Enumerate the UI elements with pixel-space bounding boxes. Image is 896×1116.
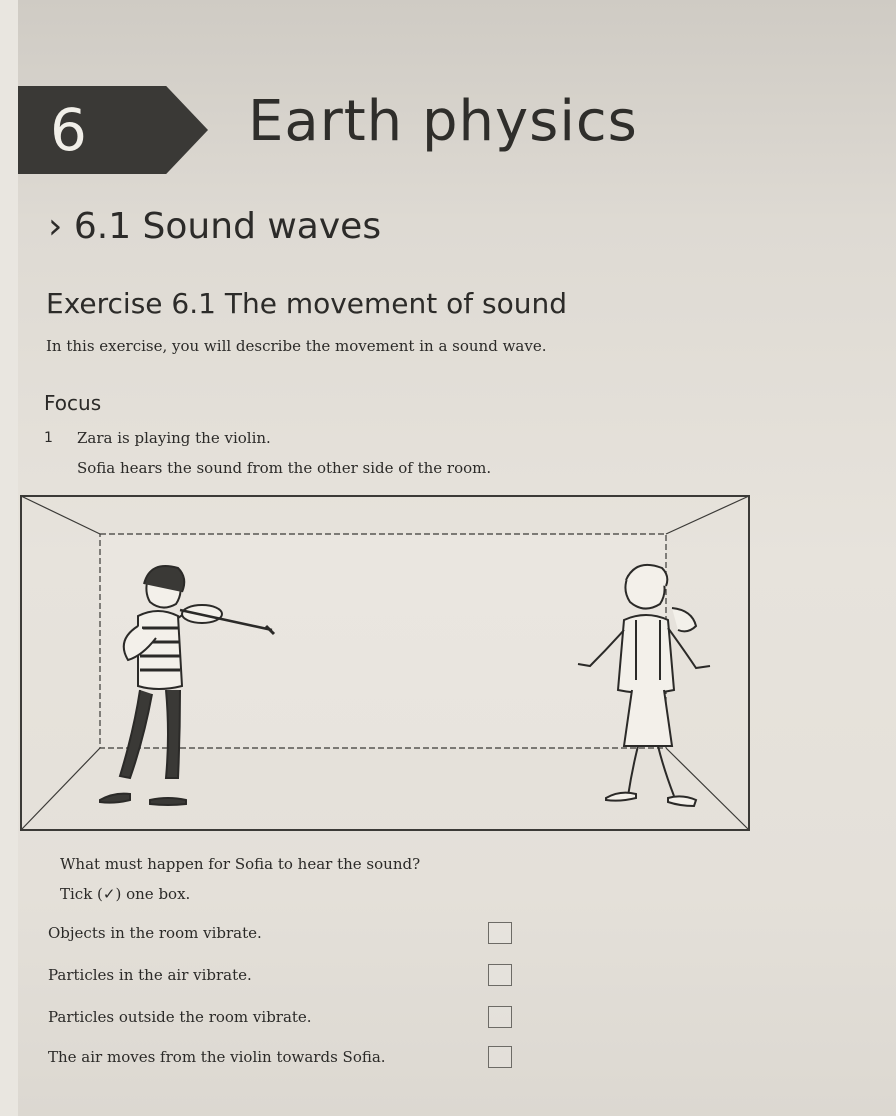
chapter-title: Earth physics (248, 89, 638, 154)
perspective-line-bottom-right (666, 748, 749, 830)
option-label: Particles outside the room vibrate. (48, 1008, 312, 1026)
chapter-banner (18, 86, 208, 174)
option-row (48, 1004, 528, 1030)
option-label: Objects in the room vibrate. (48, 924, 262, 942)
option-checkbox[interactable] (488, 1006, 512, 1028)
section-title: 6.1 Sound waves (73, 206, 382, 247)
perspective-line-top-left (21, 496, 100, 534)
option-checkbox[interactable] (488, 1046, 512, 1068)
perspective-line-bottom-left (21, 748, 100, 830)
room-illustration (20, 494, 752, 834)
exercise-title: Exercise 6.1 The movement of sound (46, 287, 568, 320)
question-line-2: Sofia hears the sound from the other side of the room. (77, 459, 492, 477)
question-number: 1 (44, 430, 53, 446)
option-row (48, 962, 528, 988)
option-checkbox[interactable] (488, 922, 512, 944)
exercise-intro: In this exercise, you will describe the movement in a sound wave. (46, 337, 547, 355)
option-row (48, 1044, 528, 1070)
chevron-right-icon: › (48, 206, 63, 247)
section-heading (48, 202, 381, 252)
room-back-wall (100, 534, 666, 748)
tick-instruction: Tick (✓) one box. (60, 885, 191, 903)
focus-label: Focus (44, 391, 102, 415)
option-label: Particles in the air vibrate. (48, 966, 252, 984)
option-checkbox[interactable] (488, 964, 512, 986)
chapter-number: 6 (50, 96, 87, 164)
question-prompt: What must happen for Sofia to hear the sound? (60, 855, 421, 873)
page-margin-strip (0, 0, 18, 1116)
question-line-1: Zara is playing the violin. (77, 429, 271, 447)
option-label: The air moves from the violin towards Sofia. (48, 1048, 386, 1066)
perspective-line-top-right (666, 496, 749, 534)
option-row (48, 920, 528, 946)
